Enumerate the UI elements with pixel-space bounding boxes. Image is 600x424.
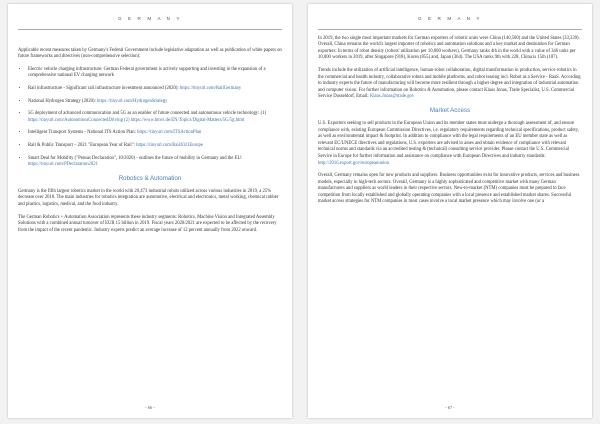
page-number: - 66 - (145, 405, 155, 411)
declaration-link[interactable]: https://tinyurl.com/PDeclaration2021 (28, 162, 98, 168)
measures-list (18, 67, 282, 169)
section-heading-market-access: Market Access (429, 106, 471, 114)
list-item: • National Hydrogen Strategy (2020): https://tinyurl.com/HydrogenStrategy (28, 99, 282, 106)
rail-europe-link[interactable]: https://tinyurl.com/Rail2021Europe (136, 142, 203, 148)
trends-paragraph: Trends include the utilization of artificial intelligence, human-robot collaboration, digital transformation in production, service robotics in the commercial and health industry, collaborative robots and mobile platforms, and robot leasing incl. Robot as a Service - RaaS. According to industry experts the future of manufacturing will become more resilient through a higher degree and integration of industrial automation and computer vision. For further information on Robotics & Automation, please contact Klaus Jonas, Trade Specialist, U.S. Commercial Service Dusseldorf, Email: Klaus.Jonas@trade.gov (318, 67, 581, 100)
left-page (8, 4, 292, 418)
running-head: G E R M A N Y (117, 16, 183, 21)
rail-link[interactable]: https://tinyurl.com/RailGermany (179, 85, 242, 91)
hydrogen-link[interactable]: https://tinyurl.com/HydrogenStrategy (97, 98, 168, 104)
export-markets-paragraph: In 2019, the two single most important markets for German exporters of robotic units were China (140,500) and the United States (33,339). Overall, China remains the world's largest importer of robotics and automation solutions and a key market and destination for German exporters. In terms of robot density (robots' utilization per 10,000 workers), Germany ranks 4th in the world with a value of 346 units per 10,000 workers in 2019, after Singapore (918), Korea (855) and, Japan (364). The USA ranks 9th with 228, China is 15th (187). (318, 35, 580, 61)
list-item: • Rail & Public Transport – 2021 "European Year of Rail": https://tinyurl.com/Rail2021Europe (28, 143, 282, 150)
page-number: - 67 - (445, 405, 455, 411)
contact-email-link[interactable]: Klaus.Jonas@trade.gov (369, 94, 415, 100)
list-item: • Electric vehicle charging infrastructure: German Federal government is actively supporting and investing in the expansion of a comprehensive national EV charging network (28, 67, 282, 80)
robotics-paragraph-2: The German Robotics + Automation Association represents these industry segments: Robotics, Machine Vision and Integrated Assembly Solutions with a combined annual turnover of EUR 15 billion in 2019. Fiscal years 2020/2021 are expected to be affected by the recovery from the impact of the recent pandemic. Industry experts predict an average increase of 12 percent annually from 2022 onward. (18, 214, 277, 233)
running-head: G E R M A N Y (417, 16, 483, 21)
list-item: • Intelligent Transport Systems - National ITS Action Plan: https://tinyurl.com/ITSActionPlan (28, 130, 282, 137)
its-link[interactable]: https://tinyurl.com/ITSActionPlan (137, 130, 202, 136)
market-access-paragraph: U.S. Exporters seeking to sell products in the European Union and its member states must undergo a thorough assessment of, and ensure compliance with, existing European Commission Directives, i.e. regulatory requirements regarding technical specifications, product safety, as well as environmental impact & footprint. In addition to compliance with the legal requirements of an EU member state as well as relevant EC/UNECE directives and regulations, U.S. exporters are advised to asses and obtain evidence of compliance with relevant technical norms and standards via an accredited testing & (technical) consulting service provider. Please contact the U.S. Commercial Service in Europe for further information and assistance on compliance with European Directives and industry standards: http://2016.export.gov/europeanunion (318, 120, 579, 166)
5g-link[interactable]: https://tinyurl.com/AutonomousConnectedDriving (2) https://www.bmvi.de/EN/Topics/Digital-Matters/5G/5g.html (28, 117, 245, 123)
robotics-paragraph-1: Germany is the fifth largest robotics market in the world with 20,473 industrial robots utilized across various industries in 2019, a 25% decrease over 2018. The main industries for robotics integration are automotive, electrical and electronics, metal working, chemical rubber and plastics, logistics, medical, and the food industry. (18, 188, 279, 207)
market-openness-paragraph: Overall, Germany remains open for new products and suppliers. Business opportunities exist for innovative products, services and business models, especially in high-tech sectors. Overall, Germany is a highly sophisticated and competitive market with many German manufacturers and suppliers as world leaders in their respective sectors. New-to-market (NTM) companies must be prepared to face competition from locally established and globally operating companies with a local presence and established market shares. Successful market access strategies for NTM companies in most cases involve a local market presence which may involve one (or a (318, 173, 580, 205)
list-item: • Rail infrastructure - Significant rail infrastructure investment announced (2020): https://tinyurl.com/RailGermany (28, 86, 282, 93)
list-item: • 5G deployment of advanced communication and 5G as an enabler of future connected and autonomous vehicle technology: (1) https://tinyurl.com/AutonomousConnectedDriving (2) https://www.bmvi.de/EN/Topics/Digital-Matters/5G/5g.html (28, 111, 282, 124)
list-item: • Smart Deal for Mobility ("Pensas Declaration", 10/2020) - outlines the future of mobility in Germany and the EU: https://tinyurl.com/PDeclaration2021 (28, 156, 282, 169)
right-page (308, 4, 592, 418)
intro-paragraph: Applicable recent measures taken by Germany's Federal Government include legislative adaptation as well as publication of white papers on future frameworks and directives (non-comprehensive selection): (18, 47, 282, 60)
section-heading-robotics: Robotics & Automation (118, 174, 182, 182)
export-eu-link[interactable]: http://2016.export.gov/europeanunion (318, 160, 390, 166)
